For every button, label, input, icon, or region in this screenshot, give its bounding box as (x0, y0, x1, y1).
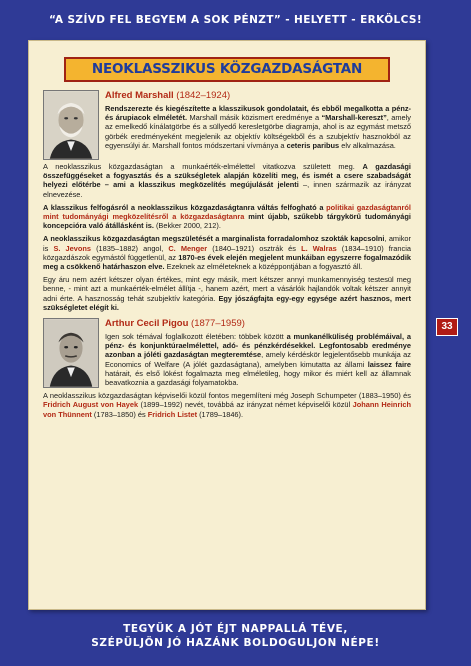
paragraph-4 (43, 234, 411, 271)
text-bold: mint újabb, szűkebb tárgykörű tudományági koncepcióra való átállásként is. (43, 212, 411, 231)
text-red: L. Walras (301, 243, 337, 253)
text-normal: Marshall másik közismert eredménye a (187, 113, 322, 123)
text-bold: ceteris paribus (286, 140, 340, 150)
text-normal: , amely az emelkedő kínálatgörbe és a süllyedő keresletgörbe diagramja, ahol is az egymást metsző görbék eredményeként megjelenik az objektív költségekből és a szubjektív hasznokból az egyensúlyi ár. Marshall fontos módszertani vívmánya a (105, 113, 411, 150)
text-normal: elv alkalmazása. (339, 140, 396, 150)
text-normal: (1835–1882) angol, (91, 243, 169, 253)
pigou-years: (1877–1959) (191, 318, 245, 330)
text-normal: A neoklasszikus közgazdaságtan képviselői közül fontos megemlíteni még Joseph Schumpeter (1883–1950) és (43, 391, 411, 401)
pigou-name-text: Arthur Cecil Pigou (105, 318, 189, 330)
text-normal: (1899–1992) nevét, továbbá az irányzat német képviselői közül (138, 400, 353, 410)
marshall-portrait-image (44, 91, 98, 159)
text-normal: –, innen származik az irányzat elnevezése. (43, 180, 411, 199)
text-red: politikai gazdaságtanról mint tudományági megközelítésről a közgazdaságtanra (43, 202, 411, 222)
text-normal: Ezeknek az elméleteknek a középpontjában a fogyasztó áll. (164, 262, 363, 272)
text-red: Johann Heinrich von Thünnent (43, 400, 412, 419)
text-normal: (1840–1921) osztrák és (207, 243, 302, 253)
text-normal: (1783–1850) és (91, 409, 148, 419)
text-normal: (1834–1910) francia közgazdászok egymástól függetlenül, az (43, 243, 411, 262)
text-bold: a munkanélküliség problémáival, a pénz- és konjunktúraelmélettel, adó- és pénzkérdésekkel. Legfontosabb eredménye azonban a jóléti gazdaságtan megteremtése (105, 332, 412, 360)
text-bold: 1870-es évek elején megjelent munkáiban egyszerre fogalmazódik meg a csökkenő határhaszon elve. (43, 252, 411, 272)
text-normal: Igen sok témával foglalkozott életében: többek között (105, 332, 287, 342)
marshall-name-text: Alfred Marshall (105, 90, 174, 101)
text-normal: (Bekker 2000, 212). (153, 221, 221, 231)
bottom-banner (0, 622, 471, 650)
bottom-banner-line2: SZÉPÜLJÖN JÓ HAZÁNK BOLDOGULJON NÉPE! (91, 637, 380, 649)
text-normal: határait, és első lökést fogalmazta meg elméletileg, hogy mikor és miért kell az államnak beavatkoznia a gazdasági folyamatokba. (105, 368, 411, 388)
text-bold: A neoklasszikus közgazdaságtan megszületését a marginalista forradalomhoz szokták kapcsolni (43, 234, 385, 244)
page-title: NEOKLASSZIKUS KÖZGAZDASÁGTAN (64, 57, 390, 82)
text-bold: Egy jószágfajta egy-egy egysége azért hasznos, mert szükségletet elégít ki. (43, 293, 411, 312)
text-normal: , amely kérdéskör legjelentősebb munkája az Economics of Welfare (A jólét gazdaságtana), amelyben kimutatta az állami (105, 350, 411, 369)
marshall-portrait (43, 90, 99, 160)
text-red: Fridrich August von Hayek (43, 400, 139, 410)
bottom-banner-line1: TEGYÜK A JÓT ÉJT NAPPALLÁ TÉVE, (123, 623, 348, 635)
marshall-years: (1842–1924) (176, 90, 231, 101)
text-bold: laissez faire (367, 359, 411, 369)
pigou-section (43, 318, 411, 419)
text-red: S. Jevons (53, 243, 91, 253)
text-normal: (1789–1846). (197, 409, 244, 419)
text-normal: , amikor is (43, 234, 411, 253)
page (28, 40, 426, 610)
text-red: Fridrich Listet (147, 409, 198, 419)
paragraph-2 (43, 162, 411, 199)
text-red: C. Menger (168, 243, 208, 253)
pigou-portrait-image (44, 319, 98, 387)
text-bold: Rendszerezte és kiegészítette a klasszikusok gondolatait, és ebből megalkotta a pénz- és árupiacok elméletét. (105, 104, 411, 123)
text-bold: “Marshall-kereszt” (321, 113, 387, 123)
paragraph-5 (43, 275, 411, 312)
paragraph-7 (43, 391, 411, 419)
page-number-badge: 33 (436, 318, 458, 336)
pigou-portrait (43, 318, 99, 388)
text-normal: A neoklasszikus közgazdaságtan a munkaérték-elmélettel vitatkozva született meg. (43, 162, 363, 171)
top-banner: “A SZÍVD FEL BEGYEM A SOK PÉNZT” - HELYETT - ERKÖLCS! (48, 14, 423, 26)
text-normal: Egy áru nem azért kétszer olyan értékes, mint egy másik, mert kétszer annyi munkamennyiség testesül meg benne, - mint azt a munkaérték-elmélet állítja -, hanem azért, mert a vásárlók hajlandók voltak kétszer annyit adni érte. A hasznosság tehát szubjektív kategória. (43, 275, 411, 303)
paragraph-3 (43, 203, 411, 231)
text-bold: A gazdasági összefüggéseket a fogyasztás és a szükségletek alapján közelíti meg, és ismét a csere szabadságát helyezi előtérbe – ami a klasszikus megközelítés megújulását jelenti (43, 162, 411, 190)
text-bold: A klasszikus felfogásról a neoklasszikus közgazdaságtanra váltás felfogható a (43, 202, 327, 212)
marshall-section (43, 90, 411, 312)
